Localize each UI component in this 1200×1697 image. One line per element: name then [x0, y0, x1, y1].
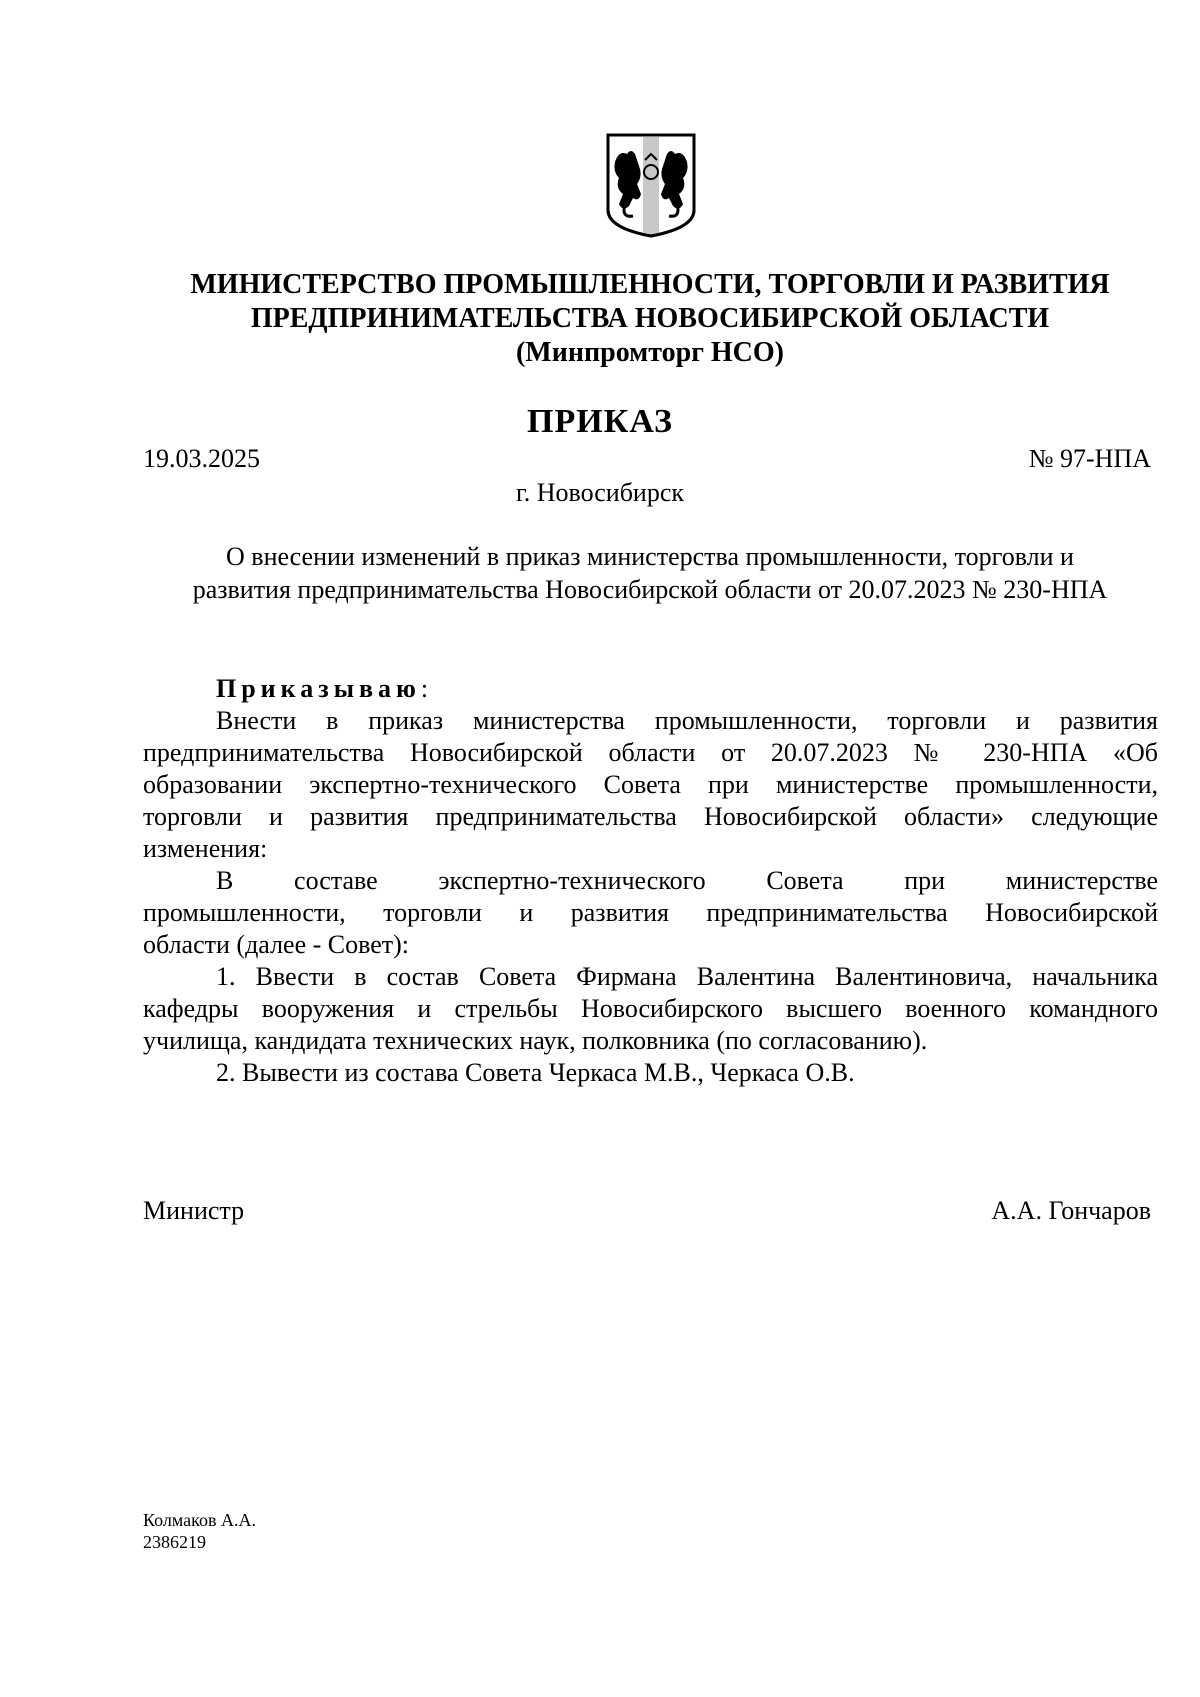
document-type-title: ПРИКАЗ: [527, 403, 673, 440]
body-line: промышленности, торговли и развития предпринимательства Новосибирской: [143, 898, 1158, 927]
signatory-title: Министр: [143, 1196, 245, 1225]
body-line: области (далее - Совет):: [143, 930, 410, 959]
body-line: изменения:: [143, 834, 268, 863]
body-line: 1. Ввести в состав Совета Фирмана Валентина Валентиновича, начальника: [216, 962, 1158, 991]
order-word: [216, 673, 428, 705]
body-line: В составе экспертно-технического Совета при министерстве: [216, 866, 1158, 895]
body-line: училища, кандидата технических наук, полковника (по согласованию).: [143, 1026, 928, 1055]
body-line: кафедры вооружения и стрельбы Новосибирского высшего военного командного: [143, 994, 1158, 1023]
document-city: г. Новосибирск: [515, 478, 685, 507]
document-subject-line-2: развития предпринимательства Новосибирской области от 20.07.2023 № 230-НПА: [192, 575, 1108, 604]
body-line: образовании экспертно-технического Совета при министерстве промышленности,: [143, 770, 1158, 799]
organization-name-line-2: ПРЕДПРИНИМАТЕЛЬСТВА НОВОСИБИРСКОЙ ОБЛАСТИ: [250, 303, 1050, 334]
body-line: торговли и развития предпринимательства Новосибирской области» следующие: [143, 802, 1158, 831]
body-line: Внести в приказ министерства промышленности, торговли и развития: [216, 706, 1158, 735]
document-subject-line-1: О внесении изменений в приказ министерства промышленности, торговли и: [226, 542, 1074, 571]
document-number: № 97-НПА: [1028, 444, 1151, 473]
organization-name-line-1: МИНИСТЕРСТВО ПРОМЫШЛЕННОСТИ, ТОРГОВЛИ И РАЗВИТИЯ: [190, 269, 1110, 300]
organization-short-name: (Минпромторг НСО): [515, 337, 785, 368]
executor-phone: 2386219: [143, 1532, 206, 1552]
coat-of-arms-icon: [605, 132, 697, 239]
document-date: 19.03.2025: [143, 444, 260, 473]
body-line: предпринимательства Новосибирской области от 20.07.2023 № 230-НПА «Об: [143, 738, 1158, 767]
signatory-name: А.А. Гончаров: [991, 1196, 1151, 1225]
order-word-colon: :: [420, 674, 429, 703]
body-line: 2. Вывести из состава Совета Черкаса М.В., Черкаса О.В.: [216, 1058, 855, 1087]
executor-name: Колмаков А.А.: [143, 1510, 256, 1530]
order-word-text: Приказываю: [216, 674, 421, 703]
